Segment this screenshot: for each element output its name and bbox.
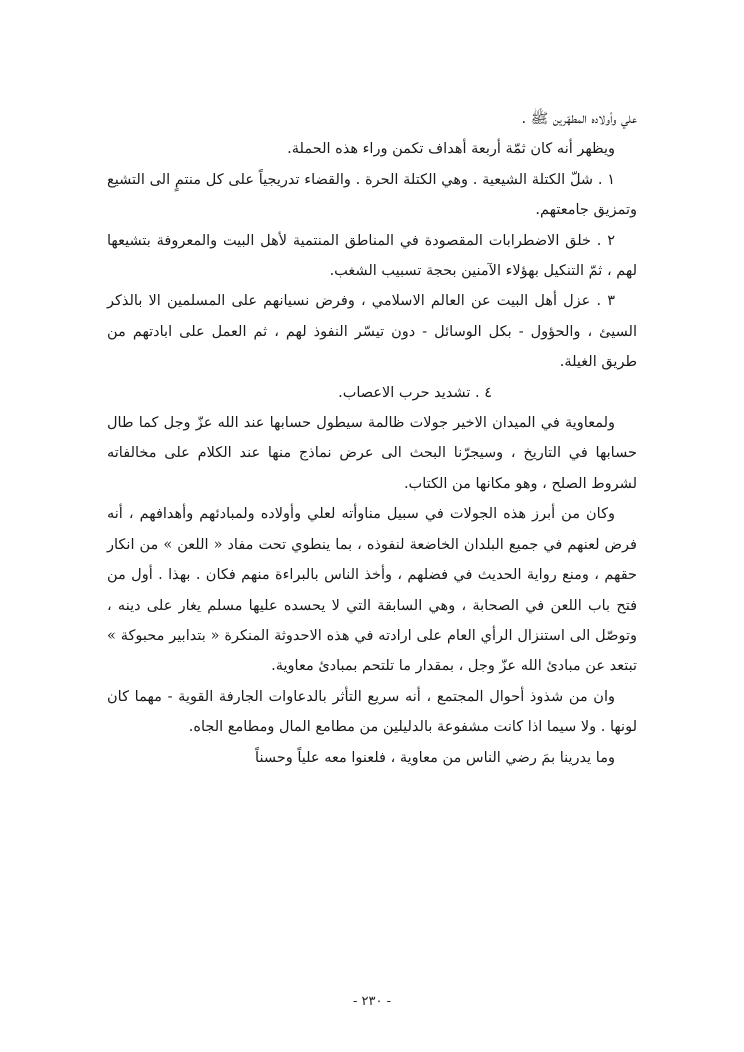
list-item-1: ١ . شلّ الكتلة الشيعية . وهي الكتلة الحرة . والقضاء تدريجياً على كل منتمٍ الى التشيع وتمزيق جامعتهم. <box>107 171 637 219</box>
page-number: - ٢٣٠ - <box>352 994 391 1009</box>
paragraph-cursing: وكان من أبرز هذه الجولات في سبيل مناوأته لعلي وأولاده ولمبادئهم وأهدافهم ، أنه فرض لعنهم في جميع البلدان الخاضعة لنفوذه ، بما ينطوي تحت مفاد « اللعن » من انكار حقهم ، ومنع رواية الحديث في فضلهم ، وأخذ الناس بالبراءة منهم فكان . بهذا . أول من فتح باب اللعن في الصحابة ، وهي السابقة التي لا يحسده عليها مسلم يغار على دينه ، وتوصّل الى استنزال الرأي العام على ارادته في هذه الاحدوثة المنكرة « بتدابير محبوكة » تبتعد عن مبادئ الله عزّ وجل ، بمقدار ما تلتحم بمبادئ معاوية. <box>107 506 637 675</box>
paragraph-closing: وما يدرينا بمَ رضي الناس من معاوية ، فلعنوا معه علياً وحسناً <box>255 749 615 766</box>
list-item-2: ٢ . خلق الاضطرابات المقصودة في المناطق المنتمية لأهل البيت والمعروفة بتشيعها لهم ، ثمّ التنكيل بهؤلاء الآمنين بحجة تسبيب الشغب. <box>107 232 637 280</box>
paragraph-continuation: علي وأولاده المطهّرين ﷺ . <box>521 111 637 127</box>
body-text <box>107 104 637 773</box>
paragraph-muawiya-rounds: ولمعاوية في الميدان الاخير جولات ظالمة سيطول حسابها عند الله عزّ وجل كما طال حسابها في التاريخ ، وسيجرّنا البحث الى عرض نماذج منها عند الكلام على مخالفاته لشروط الصلح ، وهو مكانها من الكتاب. <box>107 415 637 492</box>
list-item-3: ٣ . عزل أهل البيت عن العالم الاسلامي ، وفرض نسيانهم على المسلمين الا بالذكر السيئ ، والحؤول - بكل الوسائل - دون تيسّر النفوذ لهم ، ثم العمل على ابادتهم من طريق الغيلة. <box>107 293 637 371</box>
paragraph-society: وان من شذوذ أحوال المجتمع ، أنه سريع التأثر بالدعاوات الجارفة القوية - مهما كان لونها . ولا سيما اذا كانت مشفوعة بالدليلين من مطامع المال ومطامع الجاه. <box>107 688 637 736</box>
list-item-4: ٤ . تشديد حرب الاعصاب. <box>338 384 492 401</box>
paragraph-four-aims: ويظهر أنه كان ثمّة أربعة أهداف تكمن وراء هذه الحملة. <box>287 141 615 158</box>
